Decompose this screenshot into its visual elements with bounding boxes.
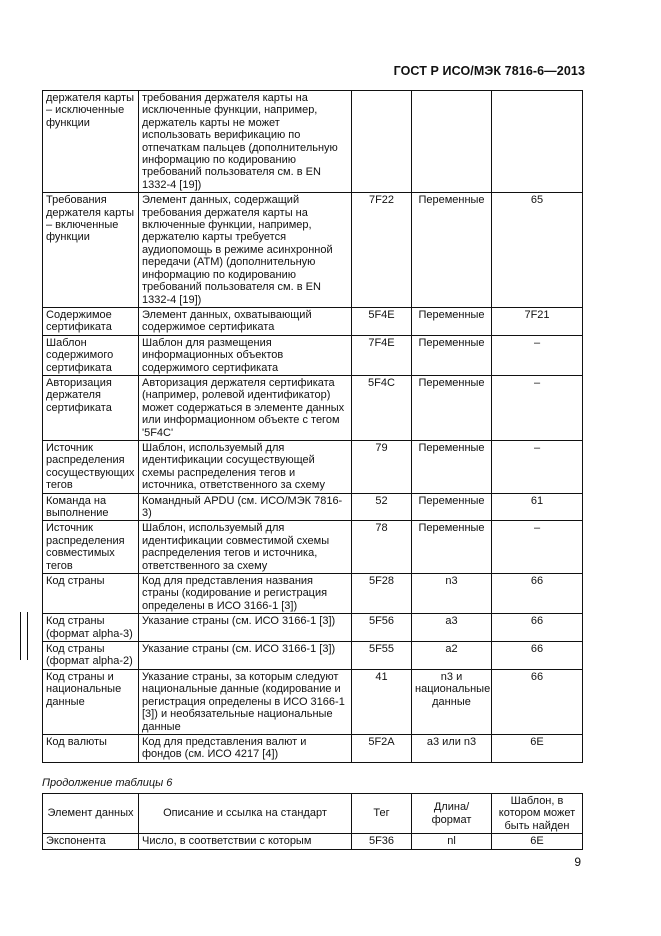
- table-header-row: [43, 794, 583, 834]
- cell-description: Указание страны, за которым следуют национальные данные (кодирование и регистрация определены в ИСО 3166-1 [3]) и необязательные национальные данные: [139, 669, 352, 734]
- cell-description: Авторизация держателя сертификата (например, ролевой идентификатор) может содержаться в элементе данных или информационном объекте с тегом '5F4C': [139, 375, 352, 440]
- header-length: Длина/формат: [412, 794, 492, 834]
- cell-description: Шаблон, используемый для идентификации совместимой схемы распределения тегов и источника, ответственного за схему: [139, 521, 352, 574]
- document-header: ГОСТ Р ИСО/МЭК 7816-6—2013: [393, 64, 585, 78]
- cell-element: Источник распределения сосуществующих тегов: [43, 440, 139, 493]
- cell-element: Код страны (формат alpha-2): [43, 642, 139, 670]
- cell-description: Шаблон для размещения информационных объектов содержимого сертификата: [139, 335, 352, 375]
- table-row: [43, 193, 583, 308]
- cell-description: Код для представления валют и фондов (см. ИСО 4217 [4]): [139, 734, 352, 762]
- cell-length: Переменные: [412, 307, 492, 335]
- cell-description: Число, в соответствии с которым: [139, 834, 352, 849]
- table-row: [43, 440, 583, 493]
- cell-tag: 79: [352, 440, 412, 493]
- table-row: [43, 335, 583, 375]
- header-description: Описание и ссылка на стандарт: [139, 794, 352, 834]
- cell-length: Переменные: [412, 521, 492, 574]
- cell-template: 66: [492, 574, 583, 614]
- cell-description: Код для представления названия страны (кодирование и регистрация определены в ИСО 3166-1 [3]): [139, 574, 352, 614]
- cell-tag: 5F36: [352, 834, 412, 849]
- cell-template: 65: [492, 193, 583, 308]
- cell-element: Код страны (формат alpha-3): [43, 614, 139, 642]
- table-row: [43, 307, 583, 335]
- cell-template: 61: [492, 493, 583, 521]
- cell-element: Команда на выполнение: [43, 493, 139, 521]
- cell-description: Элемент данных, содержащий требования держателя карты на включенные функции, например, держателю карты требуется аудиопомощь в режиме асинхронной передачи (ATM) (дополнительную информацию по кодированию требований пользователя см. в EN 1332-4 [19]): [139, 193, 352, 308]
- table-row: [43, 642, 583, 670]
- cell-tag: 5F4E: [352, 307, 412, 335]
- cell-tag: 7F22: [352, 193, 412, 308]
- cell-template: –: [492, 521, 583, 574]
- cell-tag: 5F56: [352, 614, 412, 642]
- cell-tag: 41: [352, 669, 412, 734]
- cell-template: [492, 91, 583, 193]
- cell-tag: 5F2A: [352, 734, 412, 762]
- continuation-table: [42, 793, 583, 850]
- cell-length: a3 или n3: [412, 734, 492, 762]
- cell-template: 66: [492, 642, 583, 670]
- table-row: [43, 614, 583, 642]
- cell-element: Экспонента: [43, 834, 139, 849]
- table-row: [43, 734, 583, 762]
- cell-tag: 78: [352, 521, 412, 574]
- cell-element: Шаблон содержимого сертификата: [43, 335, 139, 375]
- cell-element: Источник распределения совместимых тегов: [43, 521, 139, 574]
- table-row: [43, 493, 583, 521]
- table-row: [43, 669, 583, 734]
- cell-element: Требования держателя карты – включенные функции: [43, 193, 139, 308]
- table-row: [43, 521, 583, 574]
- cell-template: 6E: [492, 834, 583, 849]
- cell-length: n3: [412, 574, 492, 614]
- cell-tag: 52: [352, 493, 412, 521]
- cell-element: Код валюты: [43, 734, 139, 762]
- cell-tag: 5F55: [352, 642, 412, 670]
- cell-length: Переменные: [412, 440, 492, 493]
- cell-length: nl: [412, 834, 492, 849]
- cell-template: 66: [492, 614, 583, 642]
- cell-description: Командный APDU (см. ИСО/МЭК 7816-3): [139, 493, 352, 521]
- table-row: [43, 834, 583, 849]
- cell-element: Код страны и национальные данные: [43, 669, 139, 734]
- cell-length: n3 и национальные данные: [412, 669, 492, 734]
- cell-element: держателя карты – исключенные функции: [43, 91, 139, 193]
- cell-length: Переменные: [412, 375, 492, 440]
- cell-tag: [352, 91, 412, 193]
- table-row: [43, 91, 583, 193]
- cell-template: –: [492, 440, 583, 493]
- cell-template: –: [492, 375, 583, 440]
- cell-length: Переменные: [412, 493, 492, 521]
- cell-template: 6E: [492, 734, 583, 762]
- cell-template: –: [492, 335, 583, 375]
- header-template: Шаблон, в котором может быть найден: [492, 794, 583, 834]
- cell-tag: 5F28: [352, 574, 412, 614]
- data-elements-table: [42, 90, 583, 763]
- continuation-caption: Продолжение таблицы 6: [42, 777, 173, 789]
- cell-description: Элемент данных, охватывающий содержимое сертификата: [139, 307, 352, 335]
- cell-description: Указание страны (см. ИСО 3166-1 [3]): [139, 642, 352, 670]
- cell-template: 66: [492, 669, 583, 734]
- cell-length: a2: [412, 642, 492, 670]
- cell-description: Указание страны (см. ИСО 3166-1 [3]): [139, 614, 352, 642]
- page-number: 9: [574, 855, 581, 869]
- cell-tag: 5F4C: [352, 375, 412, 440]
- cell-element: Код страны: [43, 574, 139, 614]
- cell-description: Шаблон, используемый для идентификации сосуществующей схемы распределения тегов и источника, ответственного за схему: [139, 440, 352, 493]
- table-row: [43, 375, 583, 440]
- change-marker-bars: [20, 612, 28, 660]
- cell-element: Содержимое сертификата: [43, 307, 139, 335]
- cell-length: Переменные: [412, 193, 492, 308]
- cell-length: Переменные: [412, 335, 492, 375]
- cell-template: 7F21: [492, 307, 583, 335]
- cell-length: [412, 91, 492, 193]
- cell-element: Авторизация держателя сертификата: [43, 375, 139, 440]
- cell-length: a3: [412, 614, 492, 642]
- cell-tag: 7F4E: [352, 335, 412, 375]
- table-row: [43, 574, 583, 614]
- header-element: Элемент данных: [43, 794, 139, 834]
- header-tag: Тег: [352, 794, 412, 834]
- cell-description: требования держателя карты на исключенные функции, например, держатель карты не может использовать верификацию по отпечаткам пальцев (дополнительную информацию по кодированию требований пользователя см. в EN 1332-4 [19]): [139, 91, 352, 193]
